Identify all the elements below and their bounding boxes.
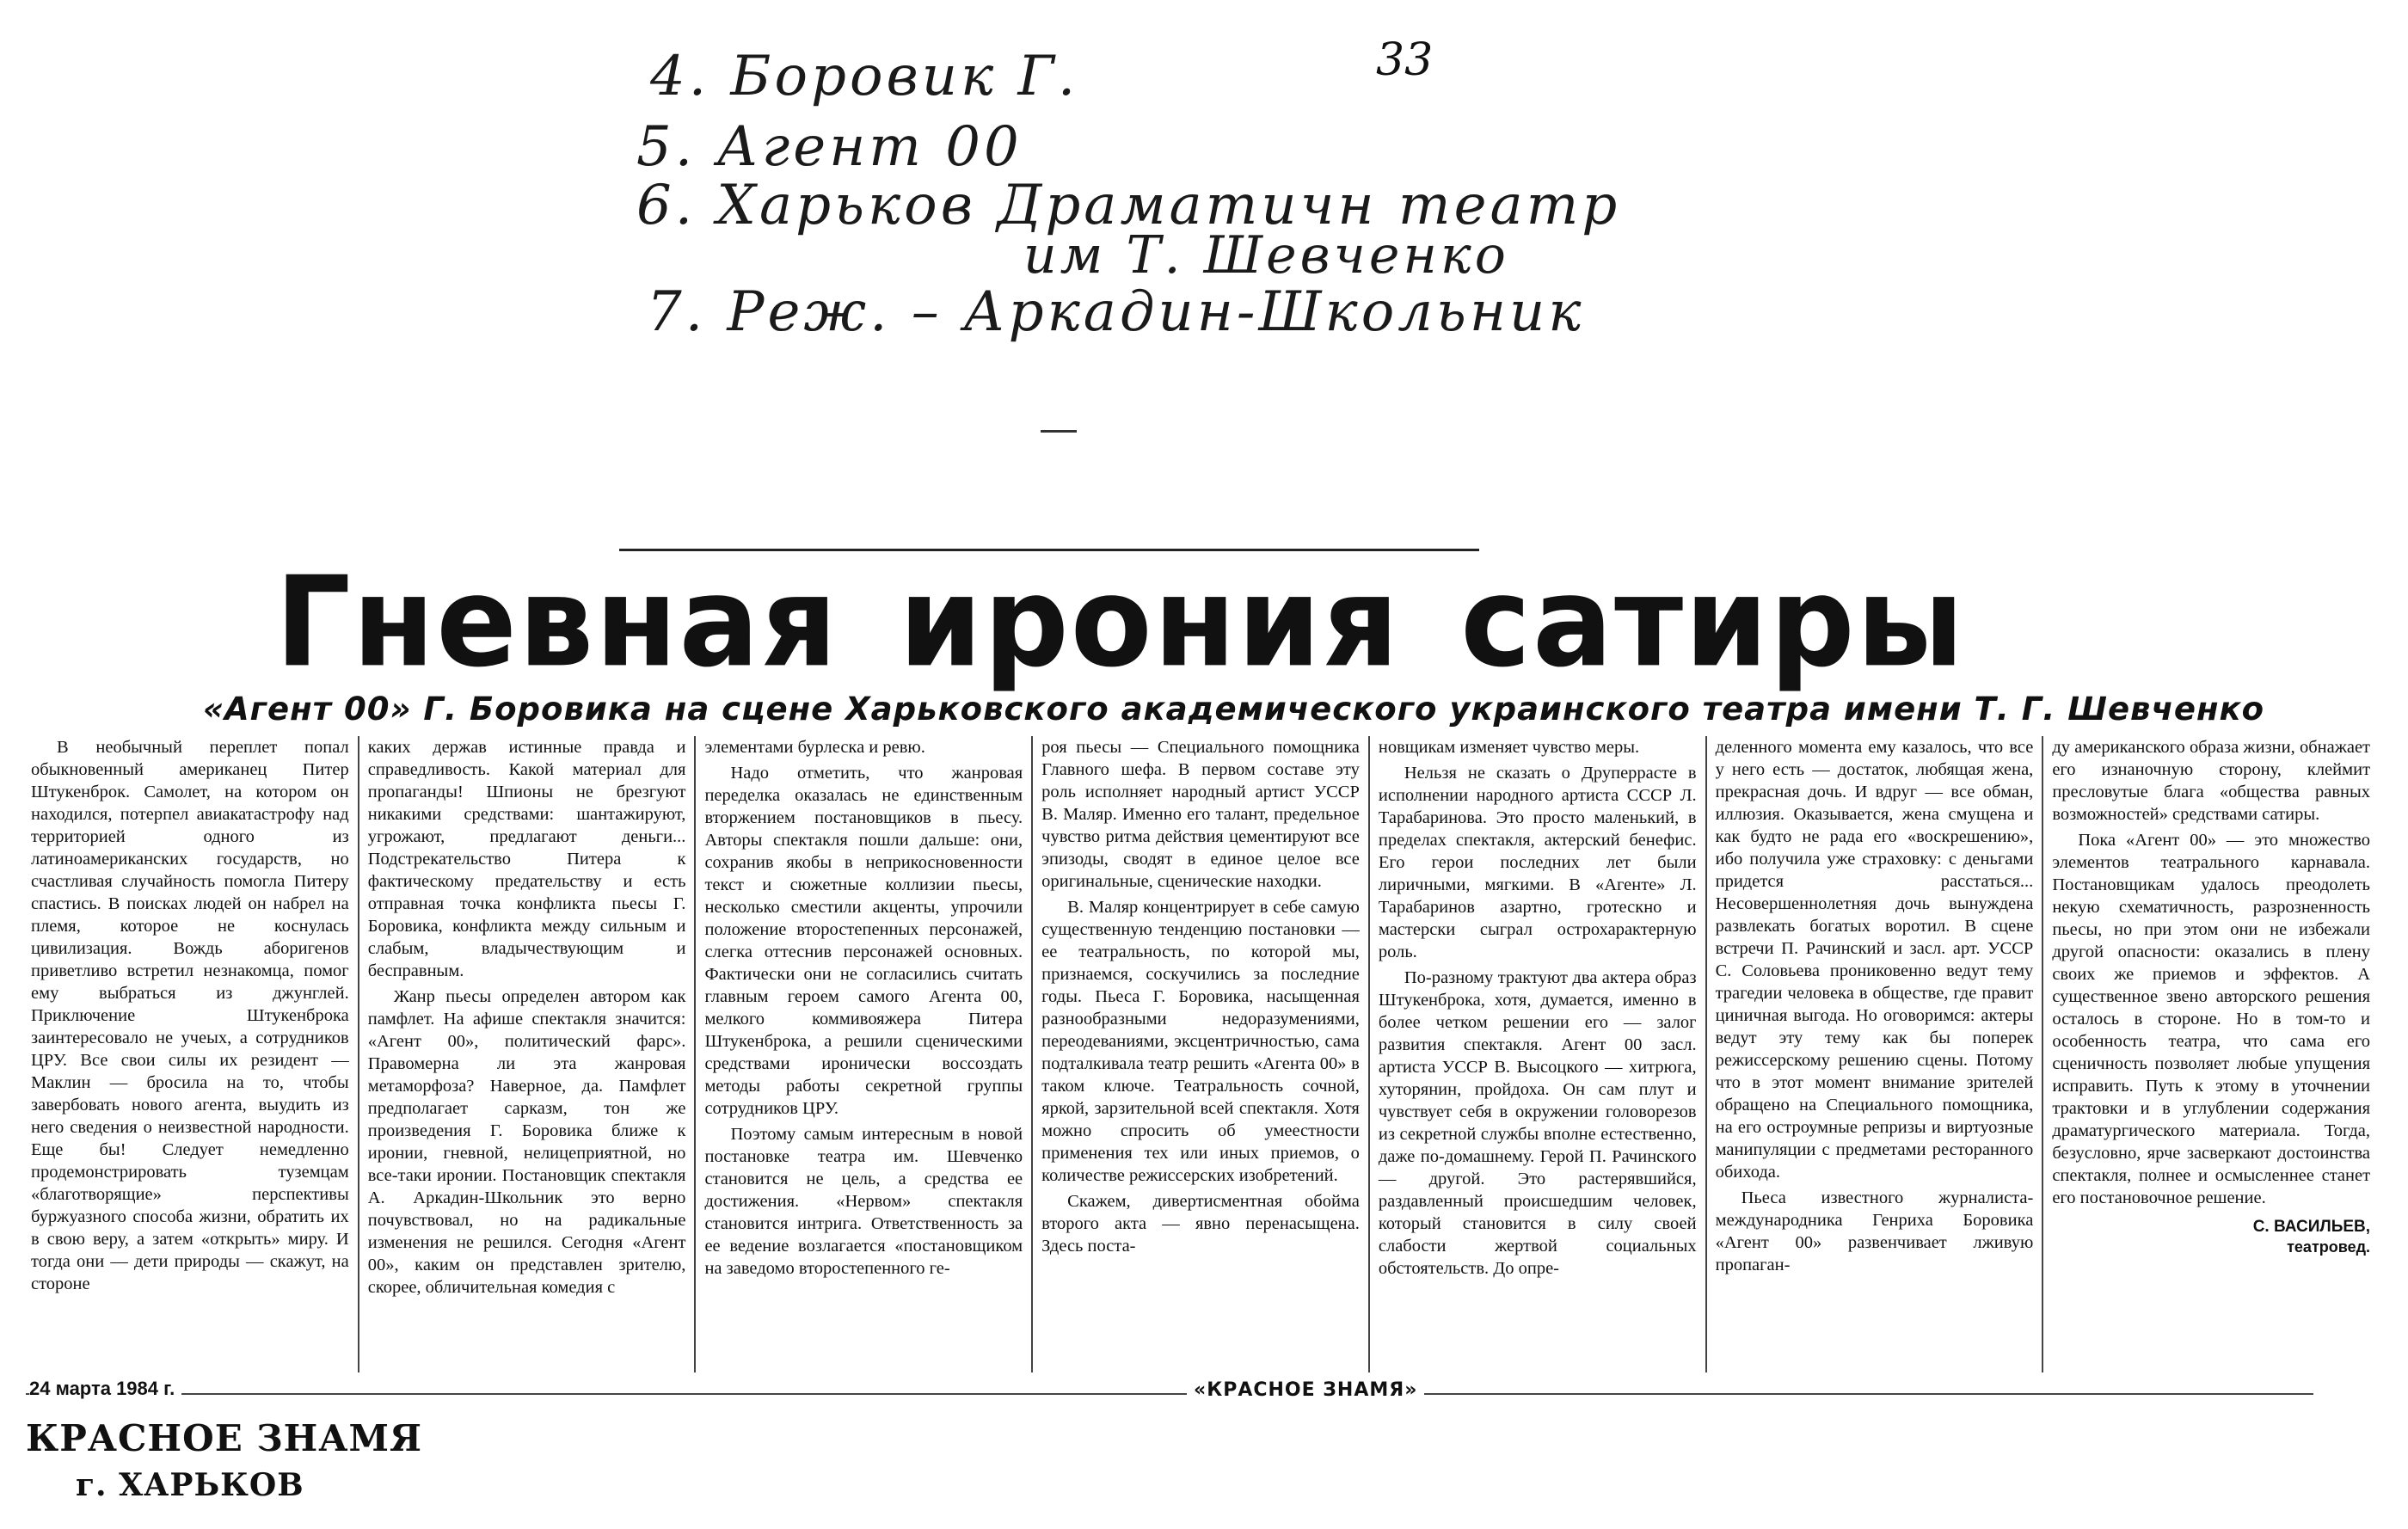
paragraph: Пока «Агент 00» — это множество элементов театрального карнавала. Постановщикам удалось преодолеть некую схематичность, разрозненность пьесы, но при этом они не избежали другой опасности: оказались в плену своих же приемов и эффектов. А существенное звено авторского решения осталось в стороне. Но в том-то и особенность театра, что сама его сценичность позволяет любые упущения исправить. Путь к этому в уточнении трактовки и в углублении содержания драматургического материала. Тогда, безусловно, ярче засверкают достоинства спектакля, полнее и осмысленнее станет его постановочное решение. xyxy=(2052,831,2371,1207)
paragraph: Скажем, дивертисментная обойма второго акта — явно перенасыщена. Здесь поста- xyxy=(1041,1192,1360,1256)
article-body xyxy=(22,736,2379,1372)
author-role: театровед. xyxy=(2287,1238,2371,1256)
page-number: 33 xyxy=(1376,34,1434,86)
newspaper-stamp: КРАСНОЕ ЗНАМЯ xyxy=(26,1417,423,1459)
paragraph: Поэтому самым интересным в новой постановке театра им. Шевченко становится не цель, а средства ее достижения. «Нервом» спектакля становится интрига. Ответственность за ее ведение возлагается «постановщиком на заведомо второстепенного ге- xyxy=(704,1125,1023,1278)
paragraph: Пьеса известного журналиста-международника Генриха Боровика «Агент 00» развенчивает лживую пропаган- xyxy=(1715,1188,2034,1274)
article-subheadline: «Агент 00» Г. Боровика на сцене Харьковского академического украинского театра имени Т. Г. Шевченко xyxy=(203,691,2265,728)
handwritten-note-5: 7. Реж. – Аркадин-Школьник xyxy=(647,280,1585,344)
headline-word: сатиры xyxy=(1460,549,1966,695)
handwritten-note-4: им Т. Шевченко xyxy=(1023,225,1509,286)
article-headline xyxy=(275,550,2098,695)
paragraph: роя пьесы — Специального помощника Главного шефа. В первом составе эту роль исполняет народный артист УССР В. Маляр. Именно его талант, предельное чувство ритма действия цементируют все эпизоды, сводят в единое целое все оригинальные, сценические находки. xyxy=(1041,738,1360,891)
paragraph: деленного момента ему казалось, что все у него есть — достаток, любящая жена, прекрасная дочь. И вдруг — все обман, иллюзия. Оказывается, жена смущена и как будто не рада его «воскрешению», ибо получила уже страховку: с деньгами придется расстаться... Несовершеннолетняя дочь вынуждена развлекать богатых воротил. В сцене встречи П. Рачинский и засл. арт. УССР С. Соловьева прониковенно ведут тему трагедии человека в обществе, где правит циничная выгода. Но оговоримся: актеры ведут эту тему как бы поперек режиссерскому решению сцены. Потому что в этот момент внимание зрителей обращено на Специального помощника, на его остроумные репризы и виртуозные манипуляции с предметами ресторанного обихода. xyxy=(1715,738,2034,1182)
paragraph: Жанр пьесы определен автором как памфлет. На афише спектакля значится: «Агент 00», политический фарс». Правомерна ли эта жанровая метаморфоза? Наверное, да. Памфлет предполагает сарказм, тон же произведения Г. Боровика ближе к иронии, гневной, нелицеприятной, но все-таки иронии. Постановщик спектакля А. Аркадин-Школьник это верно почувствовал, но на радикальные изменения не решился. Сегодня «Агент 00», каким он представлен зрителю, скорее, обличительная комедия с xyxy=(367,987,686,1297)
article-column xyxy=(694,736,1031,1372)
footer-rule xyxy=(26,1393,2313,1395)
article-column xyxy=(358,736,695,1372)
article-column xyxy=(2042,736,2379,1372)
handwritten-note-3: 6. Харьков Драматичн театр xyxy=(636,174,1621,237)
newspaper-stamp-city: г. ХАРЬКОВ xyxy=(76,1467,304,1503)
paragraph: ду американского образа жизни, обнажает его изнаночную сторону, клеймит пресловутые блага «общества равных возможностей» средствами сатиры. xyxy=(2052,738,2371,824)
paragraph: Нельзя не сказать о Друперрасте в исполнении народного артиста СССР Л. Тарабаринова. Это просто маленький, в пределах спектакля, актерский бенефис. Его герои последних лет были лиричными, мягкими. В «Агенте» Л. Тарабаринов азартно, гротескно и мастерски сыграл острохарактерную роль. xyxy=(1378,764,1697,961)
article-column xyxy=(1705,736,2042,1372)
paragraph: новщикам изменяет чувство меры. xyxy=(1378,738,1640,757)
newspaper-name: «КРАСНОЕ ЗНАМЯ» xyxy=(1187,1379,1424,1401)
paragraph: Надо отметить, что жанровая переделка оказалась не единственным вторжением постановщиков в пьесу. Авторы спектакля пошли дальше: они, сохранив якобы в неприкосновенности текст и сюжетные коллизии пьесы, несколько сместили акценты, упрочили положение второстепенных персонажей, слегка оттеснив персонажей основных. Фактически они не согласились считать главным героем самого Агента 00, мелкого коммивояжера Питера Штукенброка, а решили сценическими средствами иронически воссоздать методы работы секретной группы сотрудников ЦРУ. xyxy=(704,764,1023,1118)
paragraph: каких держав истинные правда и справедливость. Какой материал для пропаганды! Шпионы не брезгуют никакими средствами: шантажируют, угрожают, предлагают деньги... Подстрекательство Питера к фактическому предательству и есть отправная точка конфликта пьесы Г. Боровика, конфликта между сильным и слабым, владычествующим и бесправным. xyxy=(367,738,686,980)
paragraph: В необычный переплет попал обыкновенный американец Питер Штукенброк. Самолет, на котором он находился, потерпел авиакатастрофу над территорией одного из латиноамериканских государств, но счастливая случайность помогла Питеру спастись. В поисках людей он набрел на племя, которое не коснулась цивилизация. Вождь аборигенов приветливо встретил незнакомца, помог ему выбраться из джунглей. Приключение Штукенброка заинтересовало не учеых, а сотрудников ЦРУ. Все свои силы их резидент — Маклин — бросила на то, чтобы завербовать нового агента, выудить из него сведения о неизвестной народности. Еще бы! Следует немедленно продемонстрировать туземцам «благотворящие» перспективы буржуазного способа жизни, обратить их в свою веру, а затем «открыть» миру. И тогда они — дети природы — скажут, на стороне xyxy=(31,738,349,1293)
paragraph: По-разному трактуют два актера образ Штукенброка, хотя, думается, именно в более четком решении его — залог развития спектакля. Агент 00 засл. артиста УССР В. Высоцкого — хитрюга, хуторянин, пройдоха. Он сам плут и чувствует себя в окружении головорезов из секретной службы вполне естественно, даже по-домашнему. Герой П. Рачинского — другой. Это растерявшийся, раздавленный происшедшим человек, который становится в силу своей слабости жертвой социальных обстоятельств. До опре- xyxy=(1378,968,1697,1278)
handwritten-note-1: 4. Боровик Г. xyxy=(650,45,1079,108)
handwritten-note-2: 5. Агент 00 xyxy=(636,115,1023,179)
headline-word: ирония xyxy=(899,549,1401,695)
article-column xyxy=(1031,736,1368,1372)
author-name: С. ВАСИЛЬЕВ, xyxy=(2252,1218,2371,1236)
publication-date: 24 марта 1984 г. xyxy=(29,1378,181,1400)
paragraph: элементами бурлеска и ревю. xyxy=(704,738,925,757)
pencil-dash xyxy=(1041,430,1077,433)
article-column xyxy=(1368,736,1705,1372)
paragraph: В. Маляр концентрирует в себе самую существенную тенденцию постановки — ее театральность, по которой мы, признаемся, соскучились за последние годы. Пьеса Г. Боровика, насыщенная разнообразными недоразумениями, переодеваниями, эксцентричностью, сама подталкивала театр решить «Агента 00» в таком ключе. Театральность сочной, яркой, зарзительной всей спектакля. Хотя можно спросить об умеестности применения тех или иных приемов, о количестве режиссерских изобретений. xyxy=(1041,898,1360,1185)
article-column xyxy=(22,736,358,1372)
headline-word: Гневная xyxy=(275,549,839,695)
